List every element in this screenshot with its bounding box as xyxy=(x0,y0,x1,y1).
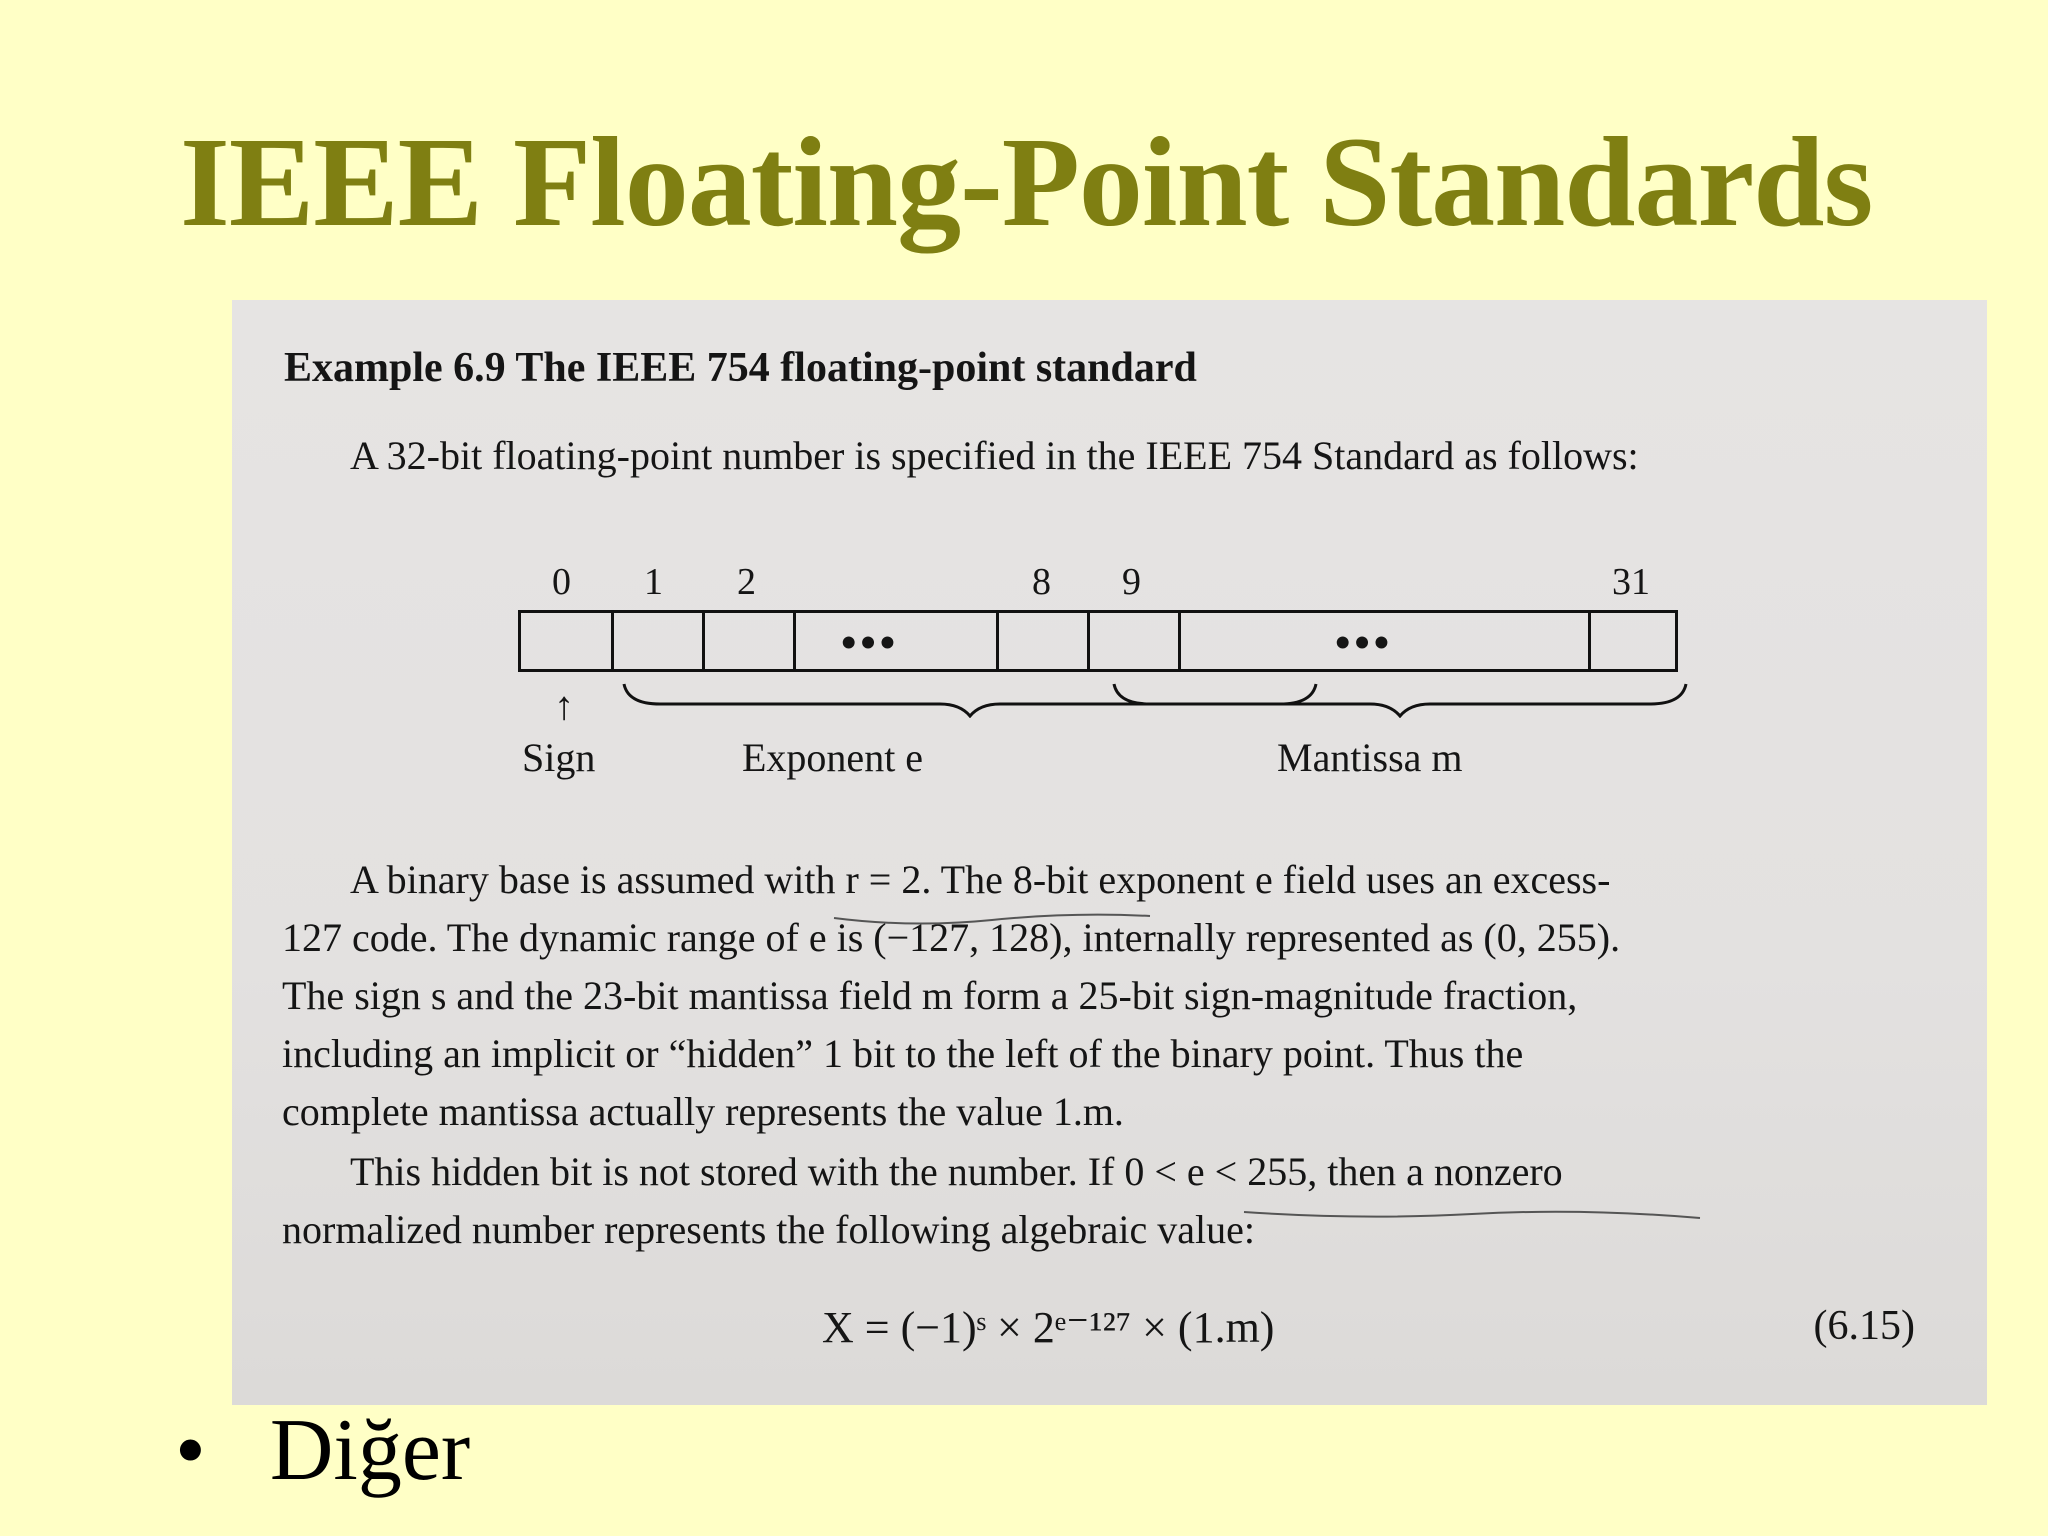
slide-title: IEEE Floating-Point Standards xyxy=(180,111,1873,253)
bit-field-register xyxy=(518,610,1678,672)
paragraph-line: A binary base is assumed with r = 2. The 8-bit exponent e field uses an excess- xyxy=(350,857,1611,902)
bullet-item xyxy=(175,1400,470,1501)
bullet-text: Diğer xyxy=(269,1402,471,1499)
example-heading: Example 6.9 The IEEE 754 floating-point standard xyxy=(284,345,1197,391)
cell-divider xyxy=(702,613,705,669)
paragraph-line: including an implicit or “hidden” 1 bit to the left of the binary point. Thus the xyxy=(282,1031,1524,1076)
bit-label-1: 1 xyxy=(644,561,663,603)
equation-number: (6.15) xyxy=(1813,1303,1915,1349)
paragraph-line: This hidden bit is not stored with the number. If 0 < e < 255, then a nonzero xyxy=(350,1149,1563,1194)
paragraph-line: 127 code. The dynamic range of e is (−127, 128), internally represented as (0, 255). xyxy=(282,915,1621,960)
paragraph-line: complete mantissa actually represents the value 1.m. xyxy=(282,1089,1124,1134)
bit-label-2: 2 xyxy=(737,561,756,603)
cell-divider xyxy=(1178,613,1181,669)
sign-label: Sign xyxy=(522,735,596,780)
mantissa-brace xyxy=(1110,678,1690,718)
ellipsis-dots: ••• xyxy=(841,618,900,667)
bit-label-8: 8 xyxy=(1032,561,1051,603)
cell-divider xyxy=(1588,613,1591,669)
sign-arrow-icon: ↑ xyxy=(554,683,574,728)
cell-divider xyxy=(611,613,614,669)
bullet-marker: • xyxy=(175,1402,206,1499)
ellipsis-dots: ••• xyxy=(1335,618,1394,667)
bit-label-9: 9 xyxy=(1122,561,1141,603)
cell-divider xyxy=(1087,613,1090,669)
equation: X = (−1)ˢ × 2ᵉ⁻¹²⁷ × (1.m) xyxy=(822,1303,1275,1352)
paragraph-line: The sign s and the 23-bit mantissa field m form a 25-bit sign-magnitude fraction, xyxy=(282,973,1578,1018)
exponent-label: Exponent e xyxy=(742,735,924,780)
bit-label-0: 0 xyxy=(552,561,571,603)
paragraph-line: normalized number represents the following algebraic value: xyxy=(282,1207,1255,1252)
textbook-scan xyxy=(232,300,1987,1405)
intro-text: A 32-bit floating-point number is specified in the IEEE 754 Standard as follows: xyxy=(350,433,1639,478)
cell-divider xyxy=(996,613,999,669)
pencil-underline xyxy=(832,900,1152,930)
mantissa-label: Mantissa m xyxy=(1277,735,1463,780)
cell-divider xyxy=(793,613,796,669)
pencil-underline xyxy=(1242,1198,1702,1224)
bit-label-31: 31 xyxy=(1612,561,1650,603)
